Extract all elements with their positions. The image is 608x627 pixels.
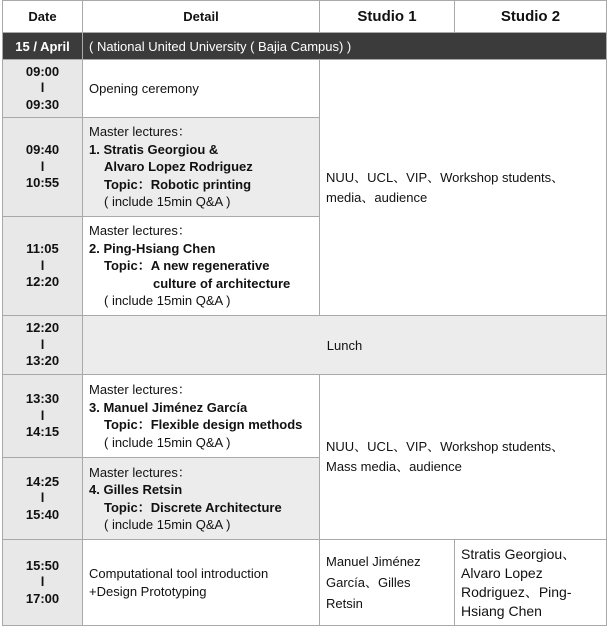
table-row	[3, 540, 607, 626]
topic-line: culture of architecture	[153, 275, 291, 291]
detail-line: Master lectures：	[89, 382, 191, 397]
detail-line: Computational tool introduction	[89, 566, 269, 581]
time-sep: l	[40, 490, 45, 506]
studio-line: media、audience	[326, 189, 428, 205]
time-end: 13:20	[25, 353, 60, 369]
detail-cell	[83, 375, 320, 458]
lunch-label: Lunch	[326, 337, 363, 353]
time-sep: l	[40, 158, 45, 174]
time-sep: l	[40, 407, 45, 423]
speaker-name: Alvaro Lopez Rodriguez	[104, 159, 253, 175]
detail-line: +Design Prototyping	[89, 583, 207, 599]
day-venue: ( National United University ( Bajia Campus) )	[83, 33, 607, 60]
detail-line: Master lectures：	[89, 464, 191, 480]
studio-line: Alvaro Lopez	[461, 564, 543, 581]
detail-cell	[83, 217, 320, 316]
time-sep: l	[40, 574, 45, 590]
time-end: 10:55	[25, 175, 60, 191]
time-cell	[3, 118, 83, 217]
studio-line: Mass media、audience	[326, 459, 462, 474]
header-studio2: Studio 2	[455, 1, 607, 33]
day-date: 15 / April	[3, 33, 83, 60]
header-row	[3, 1, 607, 33]
header-detail: Detail	[83, 1, 320, 33]
qa-note: ( include 15min Q&A )	[104, 293, 231, 309]
qa-note: ( include 15min Q&A )	[104, 434, 231, 450]
studio-line: Rodriguez、Ping-	[461, 583, 572, 600]
studio-line: NUU、UCL、VIP、Workshop students、	[326, 169, 565, 185]
day-row	[3, 33, 607, 60]
table-row	[3, 375, 607, 458]
time-start: 09:40	[25, 142, 60, 158]
studio1-cell	[320, 540, 455, 626]
time-sep: l	[40, 336, 45, 352]
table-row	[3, 60, 607, 118]
time-start: 15:50	[25, 557, 60, 573]
studio-line: Hsiang Chen	[461, 602, 542, 619]
time-sep: l	[40, 257, 45, 273]
studio2-cell	[455, 540, 607, 626]
lunch-cell	[83, 316, 607, 375]
time-cell	[3, 316, 83, 375]
detail-cell	[83, 540, 320, 626]
time-cell	[3, 60, 83, 118]
table-row	[3, 316, 607, 375]
topic-line: Topic：Discrete Architecture	[104, 499, 282, 515]
header-studio1: Studio 1	[320, 1, 455, 33]
qa-note: ( include 15min Q&A )	[104, 517, 231, 532]
time-end: 15:40	[25, 506, 60, 522]
time-cell	[3, 458, 83, 540]
speaker-name: 1. Stratis Georgiou &	[89, 141, 219, 157]
detail-line: Master lectures：	[89, 124, 191, 140]
time-sep: l	[40, 80, 45, 96]
studio-line: Retsin	[326, 596, 363, 611]
time-start: 11:05	[26, 241, 59, 257]
studio-afternoon-cell	[320, 375, 607, 540]
schedule-table	[2, 0, 607, 626]
studio-line: García、Gilles	[326, 575, 411, 590]
detail-cell	[83, 60, 320, 118]
time-start: 12:20	[25, 320, 60, 336]
time-end: 09:30	[25, 96, 60, 112]
detail-line: Opening ceremony	[89, 80, 199, 96]
time-cell	[3, 540, 83, 626]
time-start: 13:30	[25, 391, 60, 407]
studio-line: Stratis Georgiou、	[461, 545, 577, 562]
speaker-name: 4. Gilles Retsin	[89, 482, 183, 497]
detail-cell	[83, 118, 320, 217]
time-end: 17:00	[25, 590, 60, 606]
studio-morning-cell	[320, 60, 607, 316]
time-end: 12:20	[25, 274, 60, 290]
qa-note: ( include 15min Q&A )	[104, 194, 231, 210]
detail-line: Master lectures：	[89, 223, 191, 239]
time-cell	[3, 375, 83, 458]
speaker-name: 3. Manuel Jiménez García	[89, 399, 248, 415]
detail-cell	[83, 458, 320, 540]
studio-line: Manuel Jiménez	[326, 554, 421, 569]
header-date: Date	[3, 1, 83, 33]
time-start: 14:25	[25, 473, 60, 489]
speaker-name: 2. Ping-Hsiang Chen	[89, 240, 216, 256]
studio-line: NUU、UCL、VIP、Workshop students、	[326, 439, 565, 454]
topic-line: Topic：A new regenerative	[104, 258, 270, 274]
time-cell	[3, 217, 83, 316]
time-end: 14:15	[25, 424, 60, 440]
topic-line: Topic：Robotic printing	[104, 176, 252, 192]
time-start: 09:00	[25, 63, 60, 79]
topic-line: Topic：Flexible design methods	[104, 417, 303, 432]
